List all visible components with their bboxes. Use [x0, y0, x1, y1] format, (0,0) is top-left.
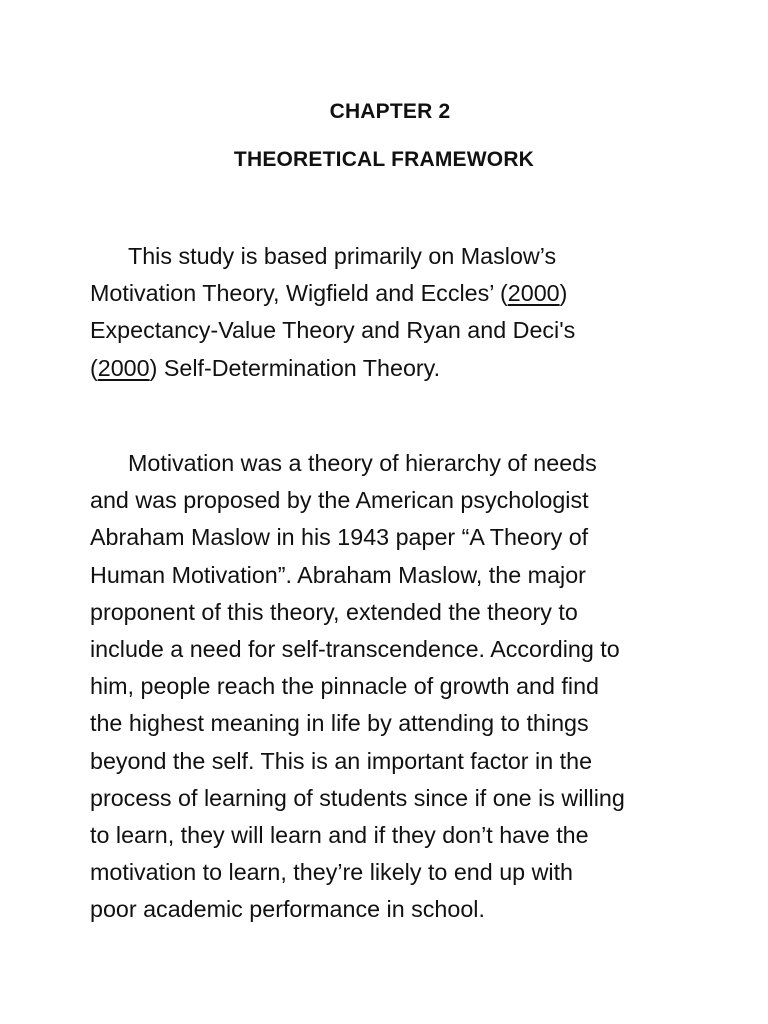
- paragraph-line: motivation to learn, they’re likely to end up with: [90, 859, 574, 886]
- paragraph-line: [90, 350, 690, 387]
- text-segment: Motivation Theory, Wigfield and Eccles’ (: [90, 280, 508, 307]
- chapter-heading: CHAPTER 2: [329, 100, 451, 123]
- paragraph-line: This study is based primarily on Maslow’s: [128, 243, 557, 269]
- paragraph-line: include a need for self-transcendence. According to: [90, 636, 620, 663]
- paragraph-motivation: [90, 445, 690, 929]
- paragraph-line: Abraham Maslow in his 1943 paper “A Theory of: [90, 524, 589, 551]
- paragraph-line: poor academic performance in school.: [90, 896, 485, 923]
- paragraph-intro: [90, 238, 690, 387]
- paragraph-line: Human Motivation”. Abraham Maslow, the major: [90, 561, 586, 588]
- paragraph-line: to learn, they will learn and if they don’t have the: [90, 822, 589, 849]
- paragraph-line: proponent of this theory, extended the theory to: [90, 598, 578, 625]
- citation-year-link[interactable]: 2000: [507, 280, 560, 307]
- citation-year-link[interactable]: 2000: [97, 354, 150, 381]
- text-segment: ): [559, 280, 568, 307]
- paragraph-line: beyond the self. This is an important factor in the: [90, 747, 593, 774]
- page-title: THEORETICAL FRAMEWORK: [233, 148, 535, 171]
- paragraph-line: Expectancy-Value Theory and Ryan and Deci's: [90, 317, 576, 344]
- paragraph-line: the highest meaning in life by attending to things: [90, 710, 589, 737]
- paragraph-line: him, people reach the pinnacle of growth and find: [90, 673, 599, 700]
- text-segment: (: [90, 354, 98, 381]
- paragraph-line: and was proposed by the American psychologist: [90, 487, 589, 514]
- paragraph-line: Motivation was a theory of hierarchy of needs: [128, 450, 597, 476]
- paragraph-line: process of learning of students since if one is willing: [90, 784, 625, 811]
- text-segment: ) Self-Determination Theory.: [149, 354, 441, 381]
- paragraph-line: [90, 275, 690, 312]
